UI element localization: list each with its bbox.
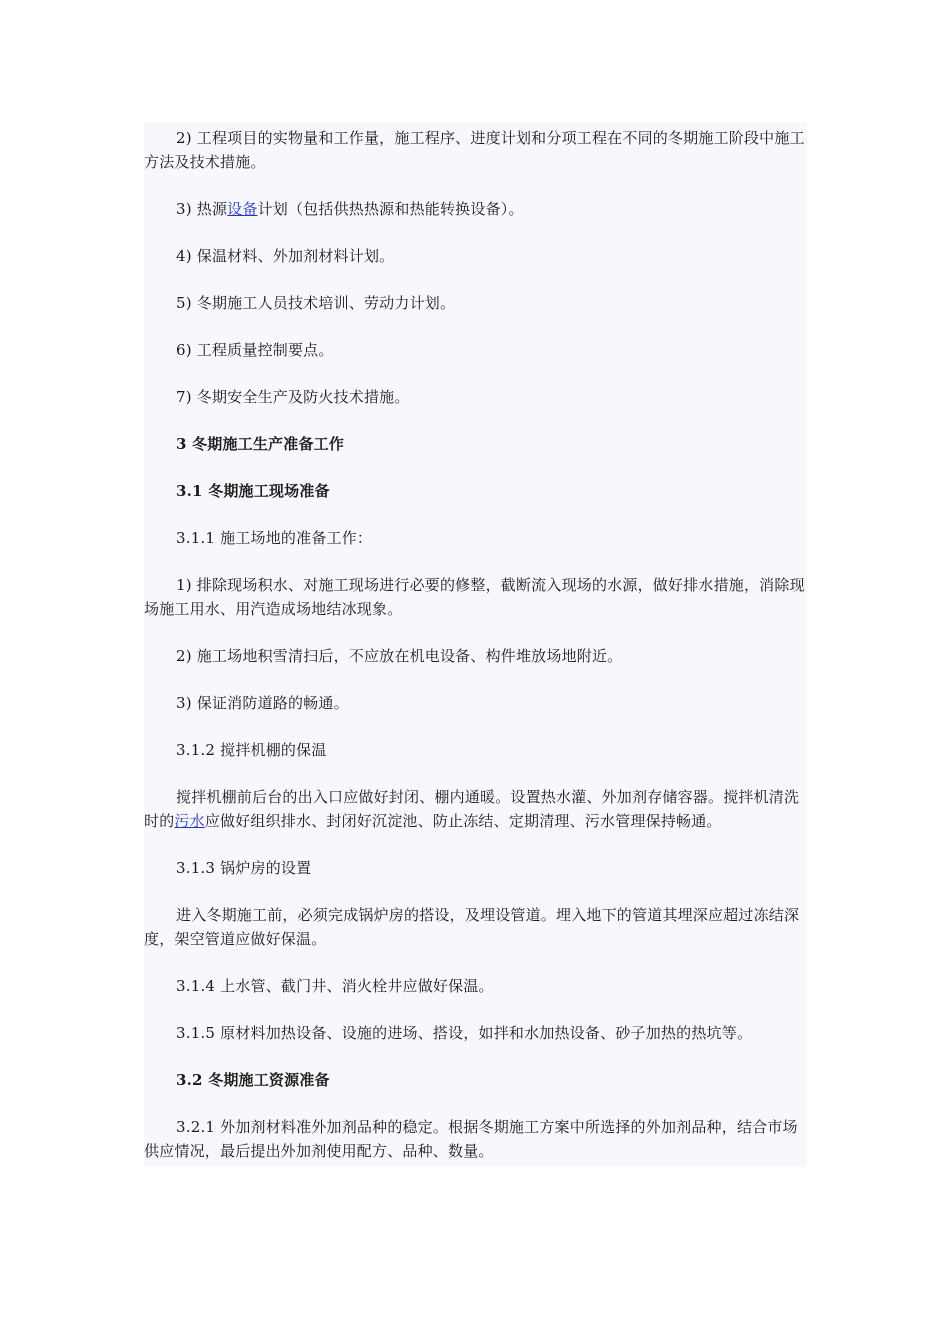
section-heading-3-1: 3.1 冬期施工现场准备 [176,482,330,500]
subsection-3-1-4: 3.1.4 上水管、截门井、消火栓井应做好保温。 [176,977,494,995]
paragraph-2 [144,197,807,221]
paragraph-2-after: 计划（包括供热热源和热能转换设备）。 [257,200,524,218]
paragraph-5: 6) 工程质量控制要点。 [176,341,334,359]
paragraph-drainage: 1) 排除现场积水、对施工现场进行必要的修整，截断流入现场的水源，做好排水措施，消除现场施工用水、用汽造成场地结冰现象。 [144,576,805,618]
paragraph-boiler: 进入冬期施工前，必须完成锅炉房的搭设，及埋设管道。埋入地下的管道其埋深应超过冻结深度，架空管道应做好保温。 [144,906,800,948]
subsection-3-1-3: 3.1.3 锅炉房的设置 [176,859,312,877]
subsection-3-1-2: 3.1.2 搅拌机棚的保温 [176,741,327,759]
link-sewage[interactable]: 污水 [174,812,205,830]
section-heading-3-2: 3.2 冬期施工资源准备 [176,1071,330,1089]
mixer-shed-before: 搅拌机棚前后台的出入口应做好封闭、棚内通暖。设置热水灌、外加剂存储容器。搅拌机清洗时的 [144,788,800,830]
paragraph-snow: 2) 施工场地积雪清扫后，不应放在机电设备、构件堆放场地附近。 [176,647,623,665]
subsection-3-1-1: 3.1.1 施工场地的准备工作： [176,529,373,547]
section-heading-3: 3 冬期施工生产准备工作 [176,435,345,453]
subsection-3-2-1: 3.2.1 外加剂材料准外加剂品种的稳定。根据冬期施工方案中所选择的外加剂品种，结合市场供应情况，最后提出外加剂使用配方、品种、数量。 [144,1118,798,1160]
mixer-shed-after: 应做好组织排水、封闭好沉淀池、防止冻结、定期清理、污水管理保持畅通。 [204,812,722,830]
paragraph-4: 5) 冬期施工人员技术培训、劳动力计划。 [176,294,456,312]
paragraph-fire-road: 3) 保证消防道路的畅通。 [176,694,349,712]
paragraph-2-before: 3) 热源 [176,200,228,218]
subsection-3-1-5: 3.1.5 原材料加热设备、设施的进场、搭设，如拌和水加热设备、砂子加热的热坑等。 [176,1024,753,1042]
link-equipment[interactable]: 设备 [227,200,258,218]
paragraph-mixer-shed [144,785,807,833]
document-body [144,122,807,1167]
paragraph-6: 7) 冬期安全生产及防火技术措施。 [176,388,410,406]
paragraph-3: 4) 保温材料、外加剂材料计划。 [176,247,395,265]
paragraph-1: 2) 工程项目的实物量和工作量，施工程序、进度计划和分项工程在不同的冬期施工阶段中施工方法及技术措施。 [144,129,805,171]
